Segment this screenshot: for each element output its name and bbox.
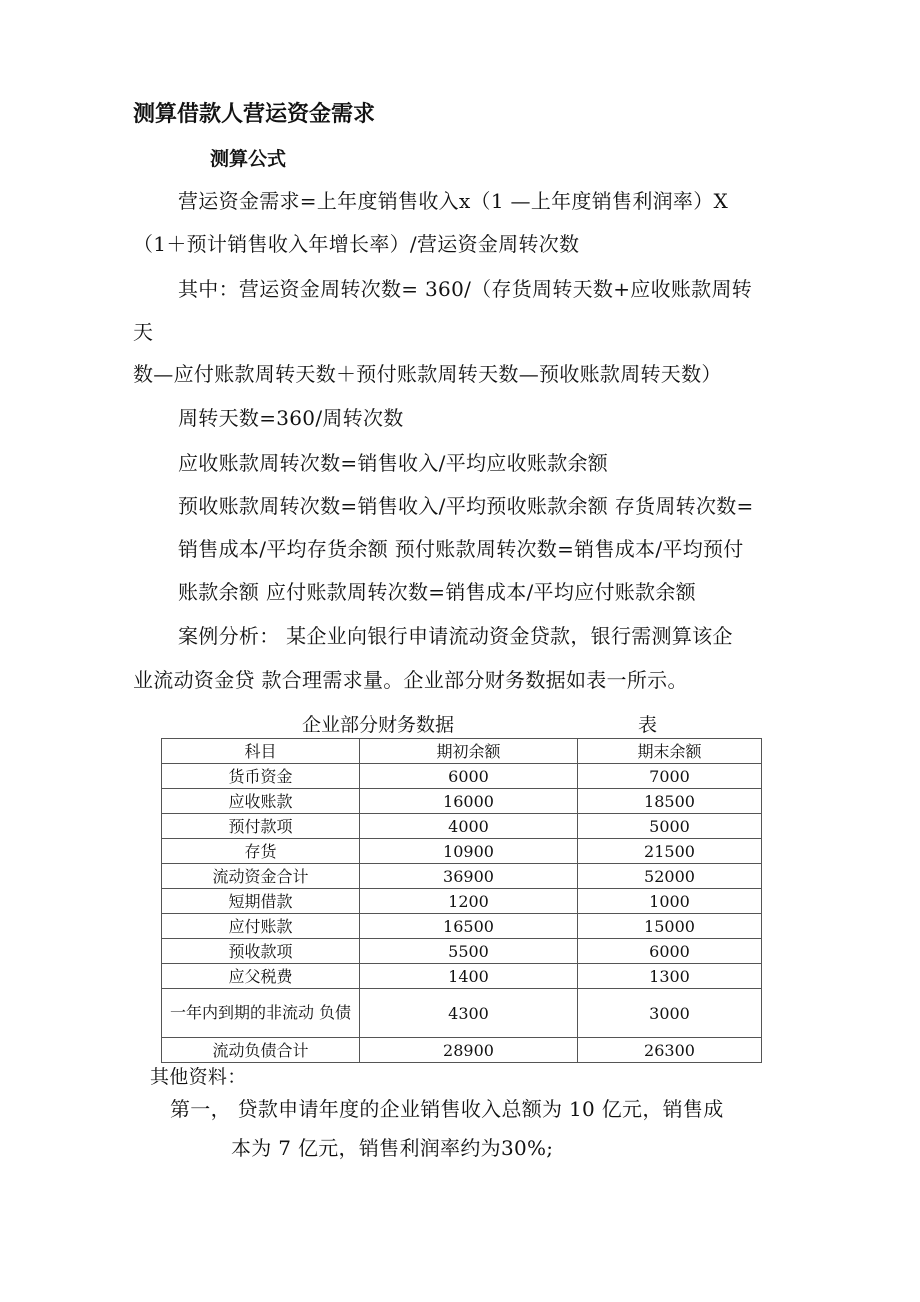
body-line: 账款余额 应付账款周转次数=销售成本/平均应付账款余额 [178,580,696,604]
row-closing: 1000 [578,889,762,914]
table-row [162,989,762,1038]
table-row [162,914,762,939]
row-closing: 21500 [578,839,762,864]
table-caption-suffix: 表 [638,714,658,736]
body-line: 案例分析： 某企业向银行申请流动资金贷款，银行需测算该企 [178,624,733,648]
other-info-line: 本为 7 亿元，销售利润率约为30%; [231,1136,554,1160]
row-subject: 货币资金 [162,764,360,789]
row-closing: 3000 [578,989,762,1038]
table-row [162,1038,762,1063]
row-subject: 流动负债合计 [162,1038,360,1063]
body-line: （1＋预计销售收入年增长率）/营运资金周转次数 [133,232,580,256]
row-subject: 预付款项 [162,814,360,839]
row-opening: 16500 [360,914,578,939]
row-subject: 存货 [162,839,360,864]
body-line: 营运资金需求=上年度销售收入x（1 —上年度销售利润率）X [178,189,729,213]
table-row [162,814,762,839]
financial-data-table [161,738,762,1063]
other-info-label: 其他资料： [150,1066,247,1088]
body-line: 销售成本/平均存货余额 预付账款周转次数=销售成本/平均预付 [178,537,744,561]
row-subject: 应父税费 [162,964,360,989]
table-row [162,789,762,814]
table-row [162,864,762,889]
row-closing: 5000 [578,814,762,839]
row-opening: 36900 [360,864,578,889]
table-header-row [162,739,762,764]
body-line: 数—应付账款周转天数＋预付账款周转天数—预收账款周转天数） [133,362,722,386]
row-opening: 28900 [360,1038,578,1063]
row-opening: 1200 [360,889,578,914]
row-closing: 6000 [578,939,762,964]
header-opening-balance: 期初余额 [360,739,578,764]
row-subject: 流动资金合计 [162,864,360,889]
row-opening: 16000 [360,789,578,814]
section-heading: 测算公式 [210,148,287,170]
row-opening: 5500 [360,939,578,964]
row-opening: 4000 [360,814,578,839]
row-opening: 4300 [360,989,578,1038]
row-closing: 15000 [578,914,762,939]
row-subject: 应收账款 [162,789,360,814]
row-subject: 短期借款 [162,889,360,914]
row-closing: 7000 [578,764,762,789]
body-line: 天 [133,320,154,344]
row-subject: 一年内到期的非流动 负债 [162,989,360,1038]
document-title: 测算借款人营运资金需求 [133,102,376,127]
row-subject: 应付账款 [162,914,360,939]
table-row [162,939,762,964]
row-subject: 预收款项 [162,939,360,964]
table-row [162,839,762,864]
row-closing: 1300 [578,964,762,989]
body-line: 周转天数=360/周转次数 [178,406,404,430]
body-line: 其中：营运资金周转次数= 360/（存货周转天数+应收账款周转 [178,277,753,301]
body-line: 预收账款周转次数=销售收入/平均预收账款余额 存货周转次数= [178,494,754,518]
row-closing: 18500 [578,789,762,814]
table-row [162,964,762,989]
row-closing: 52000 [578,864,762,889]
row-closing: 26300 [578,1038,762,1063]
row-opening: 1400 [360,964,578,989]
table-row [162,764,762,789]
body-line: 应收账款周转次数=销售收入/平均应收账款余额 [178,451,609,475]
body-line: 业流动资金贷 款合理需求量。企业部分财务数据如表一所示。 [133,668,688,692]
header-subject: 科目 [162,739,360,764]
other-info-line: 第一， 贷款申请年度的企业销售收入总额为 10 亿元，销售成 [170,1097,724,1121]
table-row [162,889,762,914]
table-caption: 企业部分财务数据 [302,714,455,736]
row-opening: 10900 [360,839,578,864]
row-opening: 6000 [360,764,578,789]
header-closing-balance: 期末余额 [578,739,762,764]
